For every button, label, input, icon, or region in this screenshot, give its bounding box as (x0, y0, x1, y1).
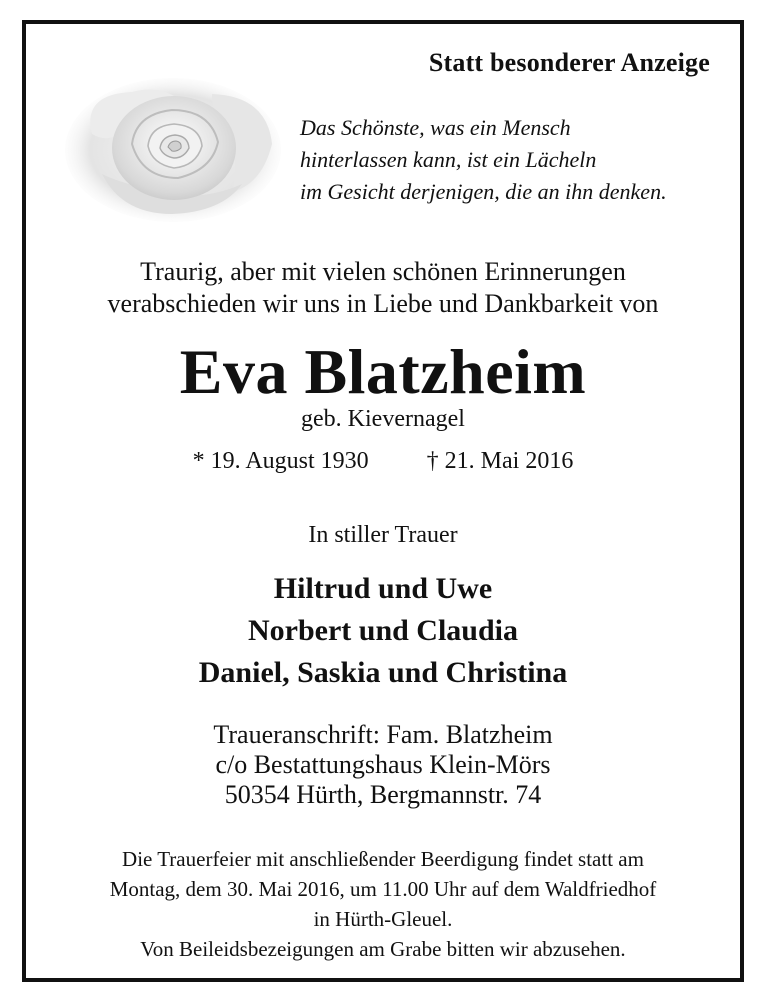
death-date: † 21. Mai 2016 (426, 448, 574, 474)
birth-date: * 19. August 1930 (192, 448, 369, 474)
family-list (22, 568, 744, 694)
header-title: Statt besonderer Anzeige (428, 48, 710, 77)
address-line: Traueranschrift: Fam. Blatzheim (213, 720, 553, 749)
intro-line: verabschieden wir uns in Liebe und Dankbarkeit von (107, 289, 659, 318)
quote-line: hinterlassen kann, ist ein Lächeln (300, 147, 597, 172)
birth-name: geb. Kievernagel (301, 406, 465, 432)
intro-line: Traurig, aber mit vielen schönen Erinnerungen (140, 257, 626, 286)
notice-line: Die Trauerfeier mit anschließender Beerdigung findet statt am (122, 847, 644, 871)
mourning-label: In stiller Trauer (308, 522, 458, 548)
family-line: Norbert und Claudia (247, 614, 519, 647)
family-line: Daniel, Saskia und Christina (198, 656, 568, 689)
notice-line: Von Beileidsbezeigungen am Grabe bitten wir abzusehen. (140, 937, 626, 961)
memorial-quote (300, 112, 720, 208)
family-line: Hiltrud und Uwe (273, 572, 493, 605)
mourning-address (22, 720, 744, 810)
funeral-notice (22, 844, 744, 964)
notice-line: in Hürth-Gleuel. (313, 907, 453, 931)
intro-text (22, 256, 744, 320)
notice-line: Montag, dem 30. Mai 2016, um 11.00 Uhr auf dem Waldfriedhof (109, 877, 657, 901)
quote-line: Das Schönste, was ein Mensch (300, 115, 571, 140)
address-line: c/o Bestattungshaus Klein-Mörs (215, 750, 551, 779)
quote-line: im Gesicht derjenigen, die an ihn denken. (300, 179, 667, 204)
life-dates (22, 446, 744, 476)
address-line: 50354 Hürth, Bergmannstr. 74 (224, 780, 542, 809)
rose-icon (62, 74, 284, 224)
deceased-name: Eva Blatzheim (179, 336, 587, 407)
